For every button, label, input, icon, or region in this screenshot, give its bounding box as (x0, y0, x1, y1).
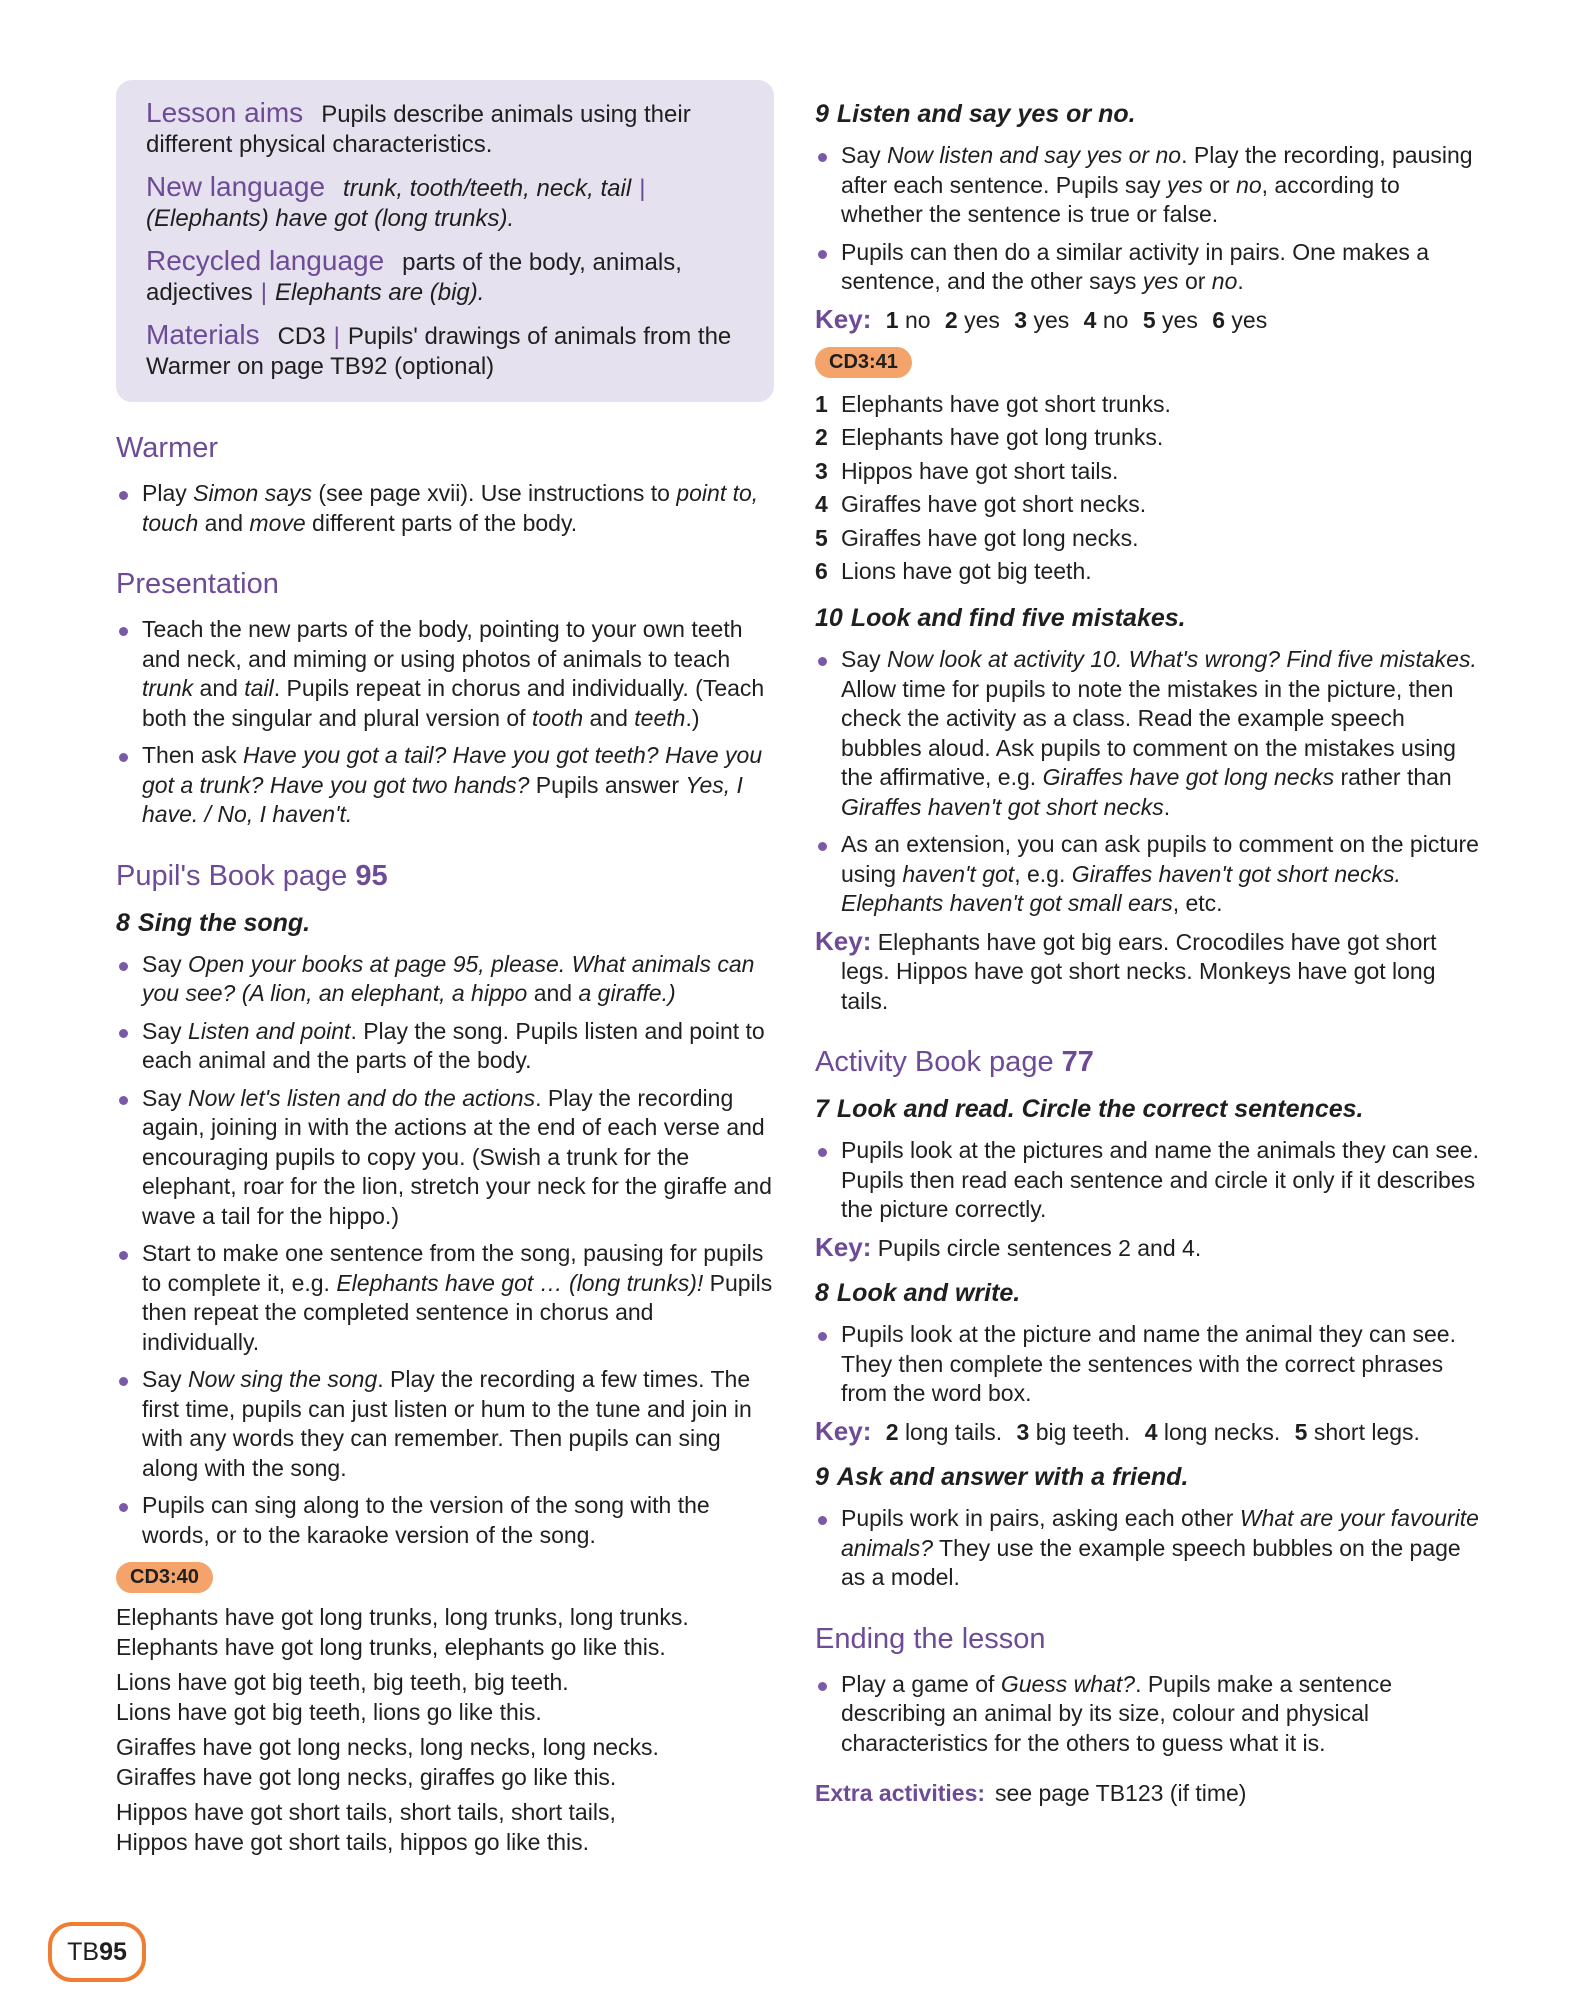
list-item: Say Now look at activity 10. What's wrong? Find five mistakes. Allow time for pupils to note the mistakes in the picture, then check the activity as a class. Read the example speech bubbles aloud. Ask pupils to comment on the mistakes using the affirmative, e.g. Giraffes have got long necks rather than Giraffes haven't got short necks. (815, 645, 1480, 822)
list-item: Pupils look at the pictures and name the animals they can see. Pupils then read each sentence and circle it only if it describes the picture correctly. (815, 1136, 1480, 1225)
new-language: New language trunk, tooth/teeth, neck, tail |(Elephants) have got (long trunks). (146, 171, 646, 232)
ending-list (815, 1670, 1480, 1759)
list-item: Pupils can sing along to the version of the song with the words, or to the karaoke version of the song. (116, 1491, 774, 1550)
activity-8-heading: 8 Sing the song. (116, 908, 311, 937)
list-item: Play a game of Guess what?. Pupils make a sentence describing an animal by its size, colour and physical characteristics for the others to guess what it is. (815, 1670, 1480, 1759)
list-item: Pupils work in pairs, asking each other What are your favourite animals? They use the example speech bubbles on the page as a model. (815, 1504, 1480, 1593)
lesson-aims-box (116, 80, 774, 402)
list-item: 1 Elephants have got short trunks. (815, 391, 1171, 417)
list-item: Say Now let's listen and do the actions. Play the recording again, joining in with the actions at the end of each verse and encouraging pupils to copy you. (Swish a trunk for the elephant, roar for the lion, stretch your neck for the giraffe and wave a tail for the hippo.) (116, 1084, 774, 1232)
ab-activity-9-heading: 9 Ask and answer with a friend. (815, 1463, 1189, 1492)
pupils-book-heading: Pupil's Book page 95 (116, 859, 388, 892)
separator: | (333, 323, 340, 350)
lyric-verse: Giraffes have got long necks, long necks, long necks. Giraffes have got long necks, giraffes go like this. (116, 1734, 659, 1790)
list-item: Start to make one sentence from the song, pausing for pupils to complete it, e.g. Elephants have got … (long trunks)! Pupils then repeat the completed sentence in chorus and individually. (116, 1239, 774, 1357)
activity-10-key: Key: Elephants have got big ears. Crocodiles have got short legs. Hippos have got short necks. Monkeys have got long tails. (815, 925, 1437, 1014)
list-item: 3 Hippos have got short tails. (815, 457, 1119, 484)
list-item: As an extension, you can ask pupils to comment on the picture using haven't got, e.g. Giraffes haven't got short necks. Elephants haven't got small ears, etc. (815, 830, 1480, 919)
list-item: 6 Lions have got big teeth. (815, 558, 1092, 585)
ending-heading: Ending the lesson (815, 1622, 1046, 1655)
activity-9-key: Key: 1 no 2 yes 3 yes 4 no 5 yes 6 yes (815, 303, 1268, 334)
extra-activities: Extra activities: see page TB123 (if time) (815, 1780, 1247, 1807)
song-list (116, 950, 774, 1551)
activity-10-list (815, 645, 1480, 919)
song-lyrics (116, 1603, 774, 1857)
lyric-verse: Hippos have got short tails, short tails, short tails, Hippos have got short tails, hippos go like this. (116, 1799, 616, 1855)
list-item: Play Simon says (see page xvii). Use instructions to point to, touch and move different parts of the body. (116, 479, 774, 538)
activity-10-heading: 10 Look and find five mistakes. (815, 604, 1186, 633)
presentation-list (116, 615, 774, 830)
ab-activity-9-list (815, 1504, 1480, 1593)
ab-activity-7-key: Key: Pupils circle sentences 2 and 4. (815, 1231, 1202, 1262)
list-item: Then ask Have you got a tail? Have you got teeth? Have you got a trunk? Have you got two hands? Pupils answer Yes, I have. / No, I haven't. (116, 741, 774, 830)
list-item: Pupils look at the picture and name the animal they can see. They then complete the sentences with the correct phrases from the word box. (815, 1320, 1480, 1409)
right-column (815, 80, 1480, 1807)
cd-track-badge: CD3:41 (815, 347, 912, 378)
list-item: 4 Giraffes have got short necks. (815, 491, 1147, 518)
activity-9-heading: 9 Listen and say yes or no. (815, 100, 1136, 128)
ab-activity-8-list (815, 1320, 1480, 1409)
list-item: 2 Elephants have got long trunks. (815, 424, 1164, 451)
page-number-badge: TB 95 (48, 1922, 146, 1982)
list-item: Say Open your books at page 95, please. What animals can you see? (A lion, an elephant, a hippo and a giraffe.) (116, 950, 774, 1009)
presentation-heading: Presentation (116, 568, 279, 600)
separator: | (639, 175, 646, 202)
list-item: 5 Giraffes have got long necks. (815, 524, 1139, 551)
list-item: Teach the new parts of the body, pointing to your own teeth and neck, and miming or using photos of animals to teach trunk and tail. Pupils repeat in chorus and individually. (Teach both the singular and plural version of tooth and teeth.) (116, 615, 774, 733)
transcript-list (815, 388, 1480, 588)
list-item: Pupils can then do a similar activity in pairs. One makes a sentence, and the other says yes or no. (815, 238, 1480, 297)
materials: Materials CD3 | Pupils' drawings of animals from the Warmer on page TB92 (optional) (146, 319, 732, 380)
activity-9-list (815, 141, 1480, 297)
list-item: Say Now listen and say yes or no. Play the recording, pausing after each sentence. Pupils say yes or no, according to whether the sentence is true or false. (815, 141, 1480, 230)
warmer-list (116, 479, 774, 538)
left-column (116, 80, 774, 1863)
ab-activity-8-key: Key: 2 long tails. 3 big teeth. 4 long necks. 5 short legs. (815, 1415, 1420, 1446)
cd-track-badge: CD3:40 (116, 1562, 213, 1593)
warmer-heading: Warmer (116, 432, 219, 464)
ab-activity-8-heading: 8 Look and write. (815, 1279, 1021, 1308)
separator: | (260, 279, 267, 306)
lyric-verse: Elephants have got long trunks, long trunks, long trunks. Elephants have got long trunks, elephants go like this. (116, 1604, 689, 1660)
lyric-verse: Lions have got big teeth, big teeth, big teeth. Lions have got big teeth, lions go like this. (116, 1669, 569, 1725)
ab-activity-7-list (815, 1136, 1480, 1225)
list-item: Say Now sing the song. Play the recording a few times. The first time, pupils can just listen or hum to the tune and join in with any words they can remember. Then pupils can sing along with the song. (116, 1365, 774, 1483)
activity-book-heading: Activity Book page 77 (815, 1046, 1094, 1079)
ab-activity-7-heading: 7 Look and read. Circle the correct sentences. (815, 1095, 1364, 1124)
recycled-language: Recycled language parts of the body, animals, adjectives | Elephants are (big). (146, 245, 682, 306)
lesson-aims: Lesson aims Pupils describe animals using their different physical characteristics. (146, 97, 691, 158)
list-item: Say Listen and point. Play the song. Pupils listen and point to each animal and the parts of the body. (116, 1017, 774, 1076)
